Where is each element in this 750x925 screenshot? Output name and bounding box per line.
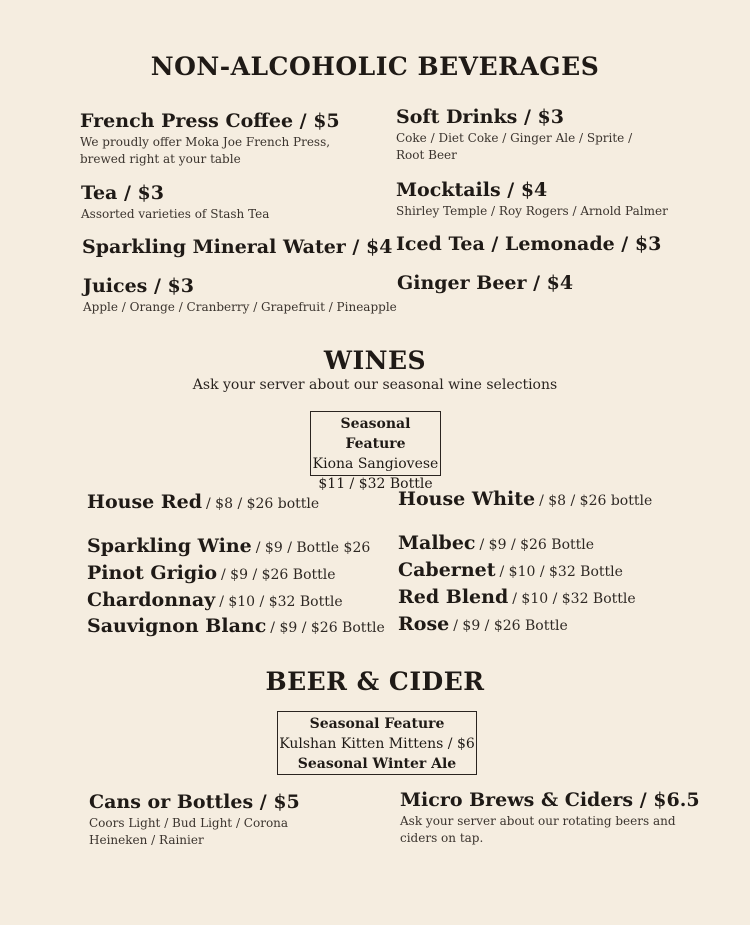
wines-subtitle: Ask your server about our seasonal wine selections bbox=[192, 377, 558, 393]
item-cans-bottles bbox=[89, 791, 300, 849]
item-ginger-beer bbox=[397, 272, 573, 294]
item-title: Micro Brews & Ciders / $6.5 bbox=[400, 789, 700, 811]
wine-sparkling bbox=[87, 535, 370, 557]
item-title: Sparkling Mineral Water / $4 bbox=[82, 236, 393, 258]
item-title: Cans or Bottles / $5 bbox=[89, 791, 300, 813]
item-mocktails bbox=[396, 179, 668, 220]
wine-name: Sauvignon Blanc bbox=[87, 615, 267, 637]
wine-house-red bbox=[87, 491, 319, 513]
wine-price: / $9 / Bottle $26 bbox=[255, 540, 371, 556]
beer-feature-box bbox=[277, 711, 477, 775]
wine-price: / $8 / $26 bottle bbox=[539, 493, 653, 509]
wine-name: Pinot Grigio bbox=[87, 562, 218, 584]
wine-red-blend bbox=[398, 586, 636, 608]
wine-price: / $9 / $26 Bottle bbox=[270, 620, 385, 636]
feature-heading: Seasonal Feature bbox=[340, 416, 411, 452]
wine-sauvignon-blanc bbox=[87, 615, 385, 637]
item-desc: Heineken / Rainier bbox=[89, 833, 204, 847]
item-iced-tea bbox=[396, 233, 661, 255]
item-juices bbox=[83, 275, 397, 316]
feature-name: Kiona Sangiovese bbox=[312, 456, 439, 472]
wine-name: Chardonnay bbox=[87, 589, 216, 611]
item-title: Soft Drinks / $3 bbox=[396, 106, 564, 128]
wine-name: Cabernet bbox=[398, 559, 496, 581]
item-title: Iced Tea / Lemonade / $3 bbox=[396, 233, 662, 255]
wine-name: Sparkling Wine bbox=[87, 535, 252, 557]
item-desc: Apple / Orange / Cranberry / Grapefruit / Pineapple bbox=[83, 300, 397, 314]
item-desc: Coke / Diet Coke / Ginger Ale / Sprite / bbox=[396, 131, 633, 145]
item-desc: brewed right at your table bbox=[80, 152, 241, 166]
item-soft-drinks bbox=[396, 106, 632, 164]
item-french-press bbox=[80, 110, 340, 168]
item-micro-brews bbox=[400, 789, 700, 847]
wine-chardonnay bbox=[87, 589, 343, 611]
wine-price: / $9 / $26 Bottle bbox=[479, 537, 595, 553]
feature-price: $11 / $32 Bottle bbox=[318, 476, 433, 492]
wine-name: House White bbox=[398, 488, 536, 510]
item-title: French Press Coffee / $5 bbox=[80, 110, 340, 132]
feature-heading: Seasonal Feature bbox=[309, 716, 445, 732]
feature-style: Seasonal Winter Ale bbox=[297, 756, 457, 772]
wine-price: / $10 / $32 Bottle bbox=[499, 564, 623, 580]
wine-cabernet bbox=[398, 559, 623, 581]
item-desc: We proudly offer Moka Joe French Press, bbox=[80, 135, 331, 149]
wine-malbec bbox=[398, 532, 594, 554]
item-title: Ginger Beer / $4 bbox=[397, 272, 574, 294]
item-desc: Assorted varieties of Stash Tea bbox=[81, 207, 270, 221]
item-desc: Ask your server about our rotating beers and bbox=[400, 814, 676, 828]
item-desc: Coors Light / Bud Light / Corona bbox=[89, 816, 289, 830]
beer-title: BEER & CIDER bbox=[265, 667, 485, 696]
wine-house-white bbox=[398, 488, 652, 510]
wine-name: Red Blend bbox=[398, 586, 509, 608]
wine-rose bbox=[398, 613, 568, 635]
wine-name: Rose bbox=[398, 613, 450, 635]
wine-price: / $10 / $32 Bottle bbox=[512, 591, 636, 607]
wine-name: Malbec bbox=[398, 532, 476, 554]
wine-price: / $10 / $32 Bottle bbox=[219, 594, 343, 610]
item-desc: ciders on tap. bbox=[400, 831, 484, 845]
item-desc: Root Beer bbox=[396, 148, 457, 162]
wines-title: WINES bbox=[323, 346, 427, 375]
item-title: Mocktails / $4 bbox=[396, 179, 548, 201]
item-title: Tea / $3 bbox=[81, 182, 164, 204]
wine-pinot-grigio bbox=[87, 562, 336, 584]
wine-feature-box bbox=[310, 411, 441, 492]
item-tea bbox=[81, 182, 269, 223]
non-alcoholic-title: NON-ALCOHOLIC BEVERAGES bbox=[150, 52, 600, 81]
wine-name: House Red bbox=[87, 491, 203, 513]
item-sparkling-water bbox=[82, 236, 392, 258]
wine-price: / $9 / $26 Bottle bbox=[453, 618, 568, 634]
wine-price: / $9 / $26 Bottle bbox=[221, 567, 336, 583]
item-title: Juices / $3 bbox=[83, 275, 194, 297]
feature-name: Kulshan Kitten Mittens / $6 bbox=[279, 736, 475, 752]
item-desc: Shirley Temple / Roy Rogers / Arnold Palmer bbox=[396, 204, 668, 218]
wine-price: / $8 / $26 bottle bbox=[206, 496, 320, 512]
